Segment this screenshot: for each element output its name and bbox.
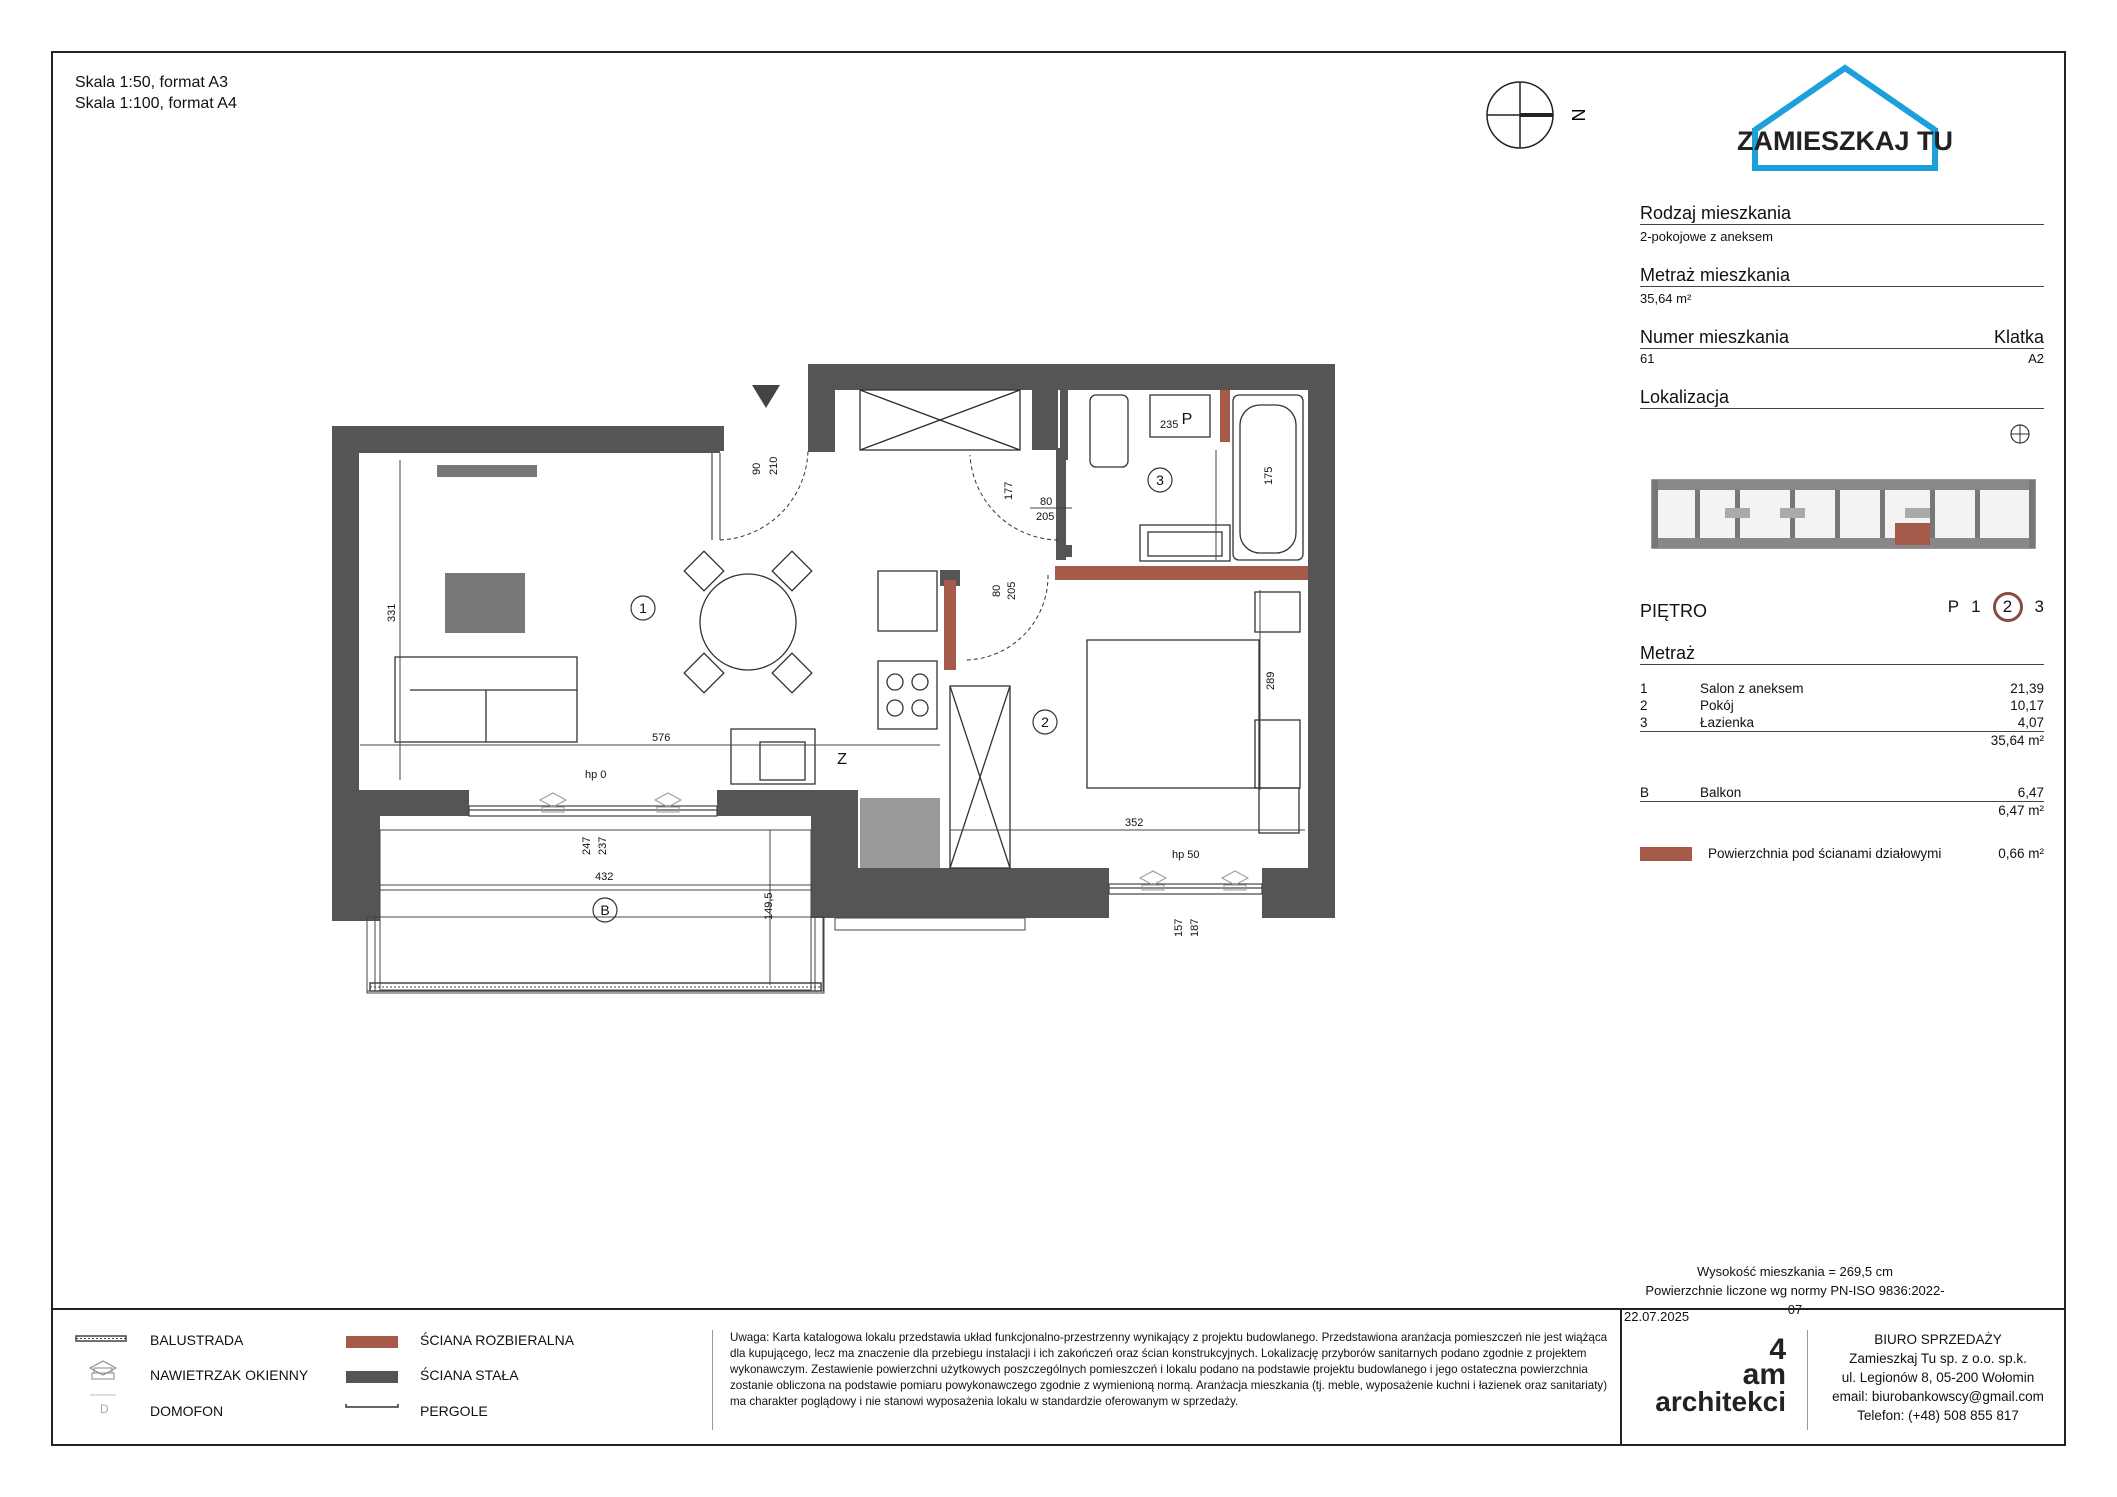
installation-label: P (1181, 411, 1193, 428)
entry-marker-icon (752, 385, 780, 408)
chairs (684, 551, 812, 693)
rug-icon (445, 573, 525, 633)
pergole-icon (346, 1404, 398, 1407)
nawietrzak-icon (655, 793, 681, 812)
dim-room-depth: 289 (1265, 671, 1277, 690)
sciana-stala-icon (346, 1371, 398, 1383)
footer-divider (51, 1308, 2066, 1310)
floor-2-selected: 2 (1993, 592, 2023, 622)
office-divider (1807, 1330, 1808, 1430)
zamieszkaj-logo (1700, 58, 2000, 203)
compass-icon (1480, 75, 1600, 155)
office-title: BIURO SPRZEDAŻY (1874, 1332, 2002, 1347)
dim-room-door-w: 80 (991, 584, 1003, 597)
bed-icon (1087, 640, 1259, 788)
sink-icon (731, 729, 815, 784)
architect-name: architekci (1655, 1386, 1786, 1417)
compass-north-label: N (1568, 108, 1588, 122)
area-value: 35,64 m² (1640, 291, 1692, 306)
wall-area-label: Powierzchnia pod ścianami działowymi (1708, 846, 1942, 861)
wall-area-value: 0,66 m² (1998, 846, 2044, 861)
structural-walls (332, 364, 1335, 921)
office-email: email: biurobankowscy@gmail.com (1832, 1389, 2044, 1404)
legend-nawietrzak: NAWIETRZAK OKIENNY (150, 1367, 309, 1383)
office-phone: Telefon: (+48) 508 855 817 (1857, 1408, 2019, 1423)
floor-selector (1640, 592, 2044, 622)
apartment-location-marker (1895, 523, 1930, 545)
date: 22.07.2025 (1624, 1309, 1690, 1324)
nawietrzak-icon (540, 793, 566, 812)
area-label: Metraż mieszkania (1640, 265, 1791, 285)
toilet-icon (1090, 395, 1128, 467)
dim-bath-door-h: 205 (1036, 511, 1055, 523)
architect-am: am (1742, 1358, 1786, 1391)
office-address: ul. Legionów 8, 05-200 Wołomin (1841, 1370, 2035, 1385)
architect-logo (1646, 1333, 1786, 1418)
sales-office (1818, 1330, 2058, 1425)
dim-balcony-depth: 149,5 (763, 892, 775, 920)
dim-salon-depth: 331 (386, 603, 398, 622)
radiator (437, 465, 537, 477)
balcony-areas-table (1640, 784, 2044, 819)
areas-label: Metraż (1640, 643, 1696, 663)
hp-salon: hp 0 (585, 769, 607, 781)
notes-divider (712, 1330, 713, 1430)
date-divider (1620, 1308, 1622, 1446)
legend-balustrada: BALUSTRADA (150, 1332, 244, 1348)
floor-p: P (1947, 597, 1960, 616)
room-1-number: 1 (639, 600, 647, 616)
nawietrzak-icon (1140, 871, 1166, 890)
wall-color-swatch (1640, 847, 1692, 861)
dim-win-salon-b: 237 (597, 836, 609, 855)
dim-balcony-width: 432 (595, 871, 614, 883)
location-minimap (1640, 420, 2044, 570)
rooms-total: 35,64 m² (1990, 733, 2044, 748)
sciana-rozbieralna-icon (346, 1336, 398, 1348)
dim-win-room-a: 157 (1173, 918, 1185, 937)
dim-room-door-h: 205 (1006, 581, 1018, 600)
domofon-icon (90, 1395, 116, 1416)
wall-area-row (1640, 846, 2044, 861)
table-row: 1 Salon z aneksem 21,39 (1640, 681, 2044, 696)
dining-table (700, 574, 796, 670)
type-label: Rodzaj mieszkania (1640, 203, 1792, 223)
stair-value: A2 (2028, 351, 2044, 366)
legend-sciana-rozbieralna: ŚCIANA ROZBIERALNA (420, 1332, 575, 1348)
dim-entry-door-h: 210 (768, 456, 780, 475)
dim-bath-depth: 175 (1263, 466, 1275, 485)
logo-text: ZAMIESZKAJ TU (1737, 126, 1953, 156)
balustrada-icon (76, 1336, 126, 1341)
dim-corridor: 177 (1003, 481, 1015, 500)
dim-win-salon-a: 247 (581, 836, 593, 855)
fridge (878, 571, 937, 631)
balcony-total: 6,47 m² (1998, 803, 2044, 818)
dim-bath-width: 235 (1160, 419, 1179, 431)
nawietrzak-icon (90, 1361, 116, 1379)
cooktop-icon (878, 661, 937, 729)
installation-box (1150, 395, 1210, 437)
architect-num: 4 (1769, 1333, 1786, 1366)
location-label: Lokalizacja (1640, 387, 1730, 407)
table-row: 3 Łazienka 4,07 (1640, 715, 2044, 730)
table-row: B Balkon 6,47 (1640, 785, 2044, 800)
legend-sciana-stala: ŚCIANA STAŁA (420, 1367, 519, 1383)
type-value: 2-pokojowe z aneksem (1640, 229, 1773, 244)
floor-plan (0, 0, 1400, 1020)
room-3-number: 3 (1156, 472, 1164, 488)
dim-room-width: 352 (1125, 817, 1144, 829)
legend-pergole: PERGOLE (420, 1403, 488, 1419)
floor-label: PIĘTRO (1640, 601, 1708, 621)
floor-1: 1 (1971, 597, 1981, 616)
floor-3: 3 (2034, 597, 2044, 616)
stair-label: Klatka (1993, 327, 2044, 347)
kitchen-label: Z (837, 751, 847, 768)
office-company: Zamieszkaj Tu sp. z o.o. sp.k. (1849, 1351, 2027, 1366)
dim-win-room-b: 187 (1189, 918, 1201, 937)
disclaimer-notes: Uwaga: Karta katalogowa lokalu przedstawia układ funkcjonalno-przestrzenny wynikający z projektu budowlanego. Przedstawiona aranżacja pomieszczeń nie jest wiążąca dla kupującego, lecz ma znaczenie dla przebiegu instalacji i ich zakończeń oraz ścian konstrukcyjnych. Lokalizację przyborów sanitarnych podano zgodnie z projektem wykonawczym. Zestawienie powierzchni użytkowych poszczególnych pomieszczeń i lokalu podano na podstawie projektu budowlanego i jego ostateczna powierzchnia zostanie obliczona na podstawie pomiaru powykonawczego zgodnie z wymienioną normą. Aranżacja mieszkania (tj. meble, wyposażenie kuchni i łazienek oraz sanitariaty) ma charakter poglądowy i nie stanowi wyposażenia lokalu w standardzie oferowanym w sprzedaży. (730, 1331, 1608, 1408)
height-line: Wysokość mieszkania = 269,5 cm (1696, 1264, 1894, 1279)
room-areas-table (1640, 680, 2044, 749)
dim-salon-width: 576 (652, 732, 671, 744)
scale-line-1: Skala 1:50, format A3 (75, 74, 228, 91)
nawietrzak-icon (1222, 871, 1248, 890)
dim-bath-door-w: 80 (1040, 496, 1053, 508)
norm-line: Powierzchnie liczone wg normy PN-ISO 9836:2022-07 (1645, 1283, 1945, 1317)
table-row: 2 Pokój 10,17 (1640, 698, 2044, 713)
number-label: Numer mieszkania (1640, 327, 1790, 347)
domofon-symbol: D (100, 1402, 109, 1416)
room-2-number: 2 (1041, 714, 1049, 730)
number-value: 61 (1640, 351, 1655, 366)
legend-domofon: DOMOFON (150, 1403, 224, 1419)
doors (720, 450, 1058, 660)
hp-room: hp 50 (1172, 849, 1200, 861)
partition-walls (944, 390, 1308, 670)
dim-entry-door-w: 90 (751, 462, 763, 475)
balcony-number: B (600, 902, 610, 918)
scale-line-2: Skala 1:100, format A4 (75, 95, 237, 112)
